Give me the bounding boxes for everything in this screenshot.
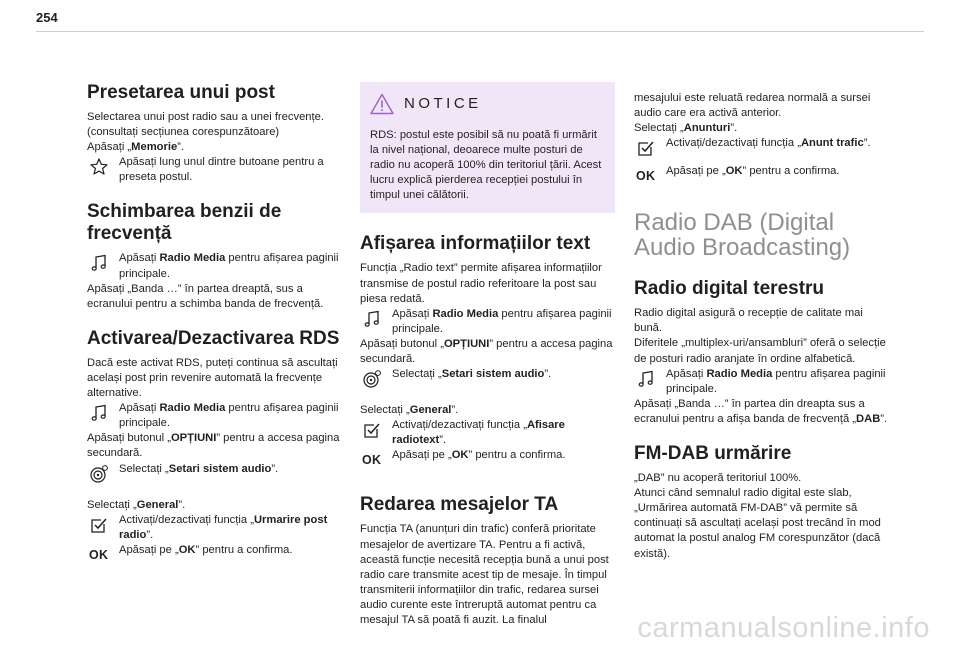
step-row: Apăsați Radio Media pentru afișarea paginii principale. xyxy=(634,367,892,397)
section-title: FM-DAB urmărire xyxy=(634,443,792,465)
section-title: Schimbarea benzii de frecvență xyxy=(87,201,282,245)
paragraph: Apăsați „Banda …” în partea dreaptă, sus a ecranului pentru a schimba banda de frecvență. xyxy=(87,282,324,310)
paragraph: Atunci când semnalul radio digital este slab, „Urmărirea automată FM-DAB” vă permite să continuați să ascultați același post trecând în mod automat la postul analog FM corespunzător (dacă există). xyxy=(634,487,881,560)
paragraph: „DAB” nu acoperă teritoriul 100%. xyxy=(634,472,802,485)
checkbox-icon xyxy=(636,138,656,158)
audio-settings-icon xyxy=(362,369,382,389)
paragraph: (consultați secțiunea corespunzătoare) xyxy=(87,126,280,139)
watermark: carmanualsonline.info xyxy=(637,612,930,644)
music-note-icon xyxy=(89,253,109,273)
section-title: Redarea mesajelor TA xyxy=(360,494,559,516)
paragraph: Selectați „General”. xyxy=(360,404,459,417)
notice-title: NOTICE xyxy=(404,95,482,113)
section-rds xyxy=(87,328,341,567)
section-fm-dab xyxy=(634,443,892,562)
paragraph: Selectarea unui post radio sau a unei frecvențe. xyxy=(87,111,324,123)
step-row: Activați/dezactivați funcția „Afisare radiotext”. xyxy=(360,418,615,448)
checkbox-icon xyxy=(362,420,382,440)
notice-text: RDS: postul este posibil să nu poată fi urmărit la nivel național, deoarece multe posturi de radio nu acoperă 100% din teritoriul țării. Acest lucru explică pierderea recepției postului în timpul unei călătorii. xyxy=(370,129,602,202)
star-icon xyxy=(89,157,109,177)
step-row: OK Apăsați pe „OK” pentru a confirma. xyxy=(89,543,293,562)
warning-triangle-icon xyxy=(370,93,394,115)
paragraph: Apăsați „Memorie”. xyxy=(87,141,185,154)
step-row: Apăsați lung unul dintre butoane pentru a preseta postul. xyxy=(87,155,341,185)
section-band-change xyxy=(87,201,341,311)
step-row: Selectați „Setari sistem audio”. xyxy=(87,462,341,486)
paragraph: Apăsați butonul „OPȚIUNI” pentru a accesa pagina secundară. xyxy=(87,432,340,460)
step-row: Apăsați Radio Media pentru afișarea paginii principale. xyxy=(360,307,615,337)
paragraph: Dacă este activat RDS, puteți continua să ascultați același post prin revenire automată la frecvențe alternative. xyxy=(87,356,338,400)
section-radio-text xyxy=(360,233,615,472)
step-row: Selectați „Setari sistem audio”. xyxy=(360,367,615,391)
step-row: Activați/dezactivați funcția „Urmarire post radio”. xyxy=(87,513,341,543)
step-row: OK Apăsați pe „OK” pentru a confirma. xyxy=(362,449,566,468)
chapter-title: Radio DAB (Digital Audio Broadcasting) xyxy=(634,209,851,262)
step-row: Activați/dezactivați funcția „Anunt trafic”. xyxy=(634,136,892,160)
column-2 xyxy=(360,82,615,644)
paragraph: Apăsați butonul „OPȚIUNI” pentru a accesa pagina secundară. xyxy=(360,337,613,366)
section-title: Presetarea unui post xyxy=(87,82,275,103)
step-row: OK Apăsați pe „OK” pentru a confirma. xyxy=(636,165,840,184)
checkbox-icon xyxy=(89,515,109,535)
paragraph: Selectați „Anunturi”. xyxy=(634,122,738,135)
header-rule xyxy=(36,31,924,32)
section-title: Radio digital terestru xyxy=(634,278,825,300)
music-note-icon xyxy=(89,403,109,423)
ok-label: OK xyxy=(362,453,382,468)
section-preset-station xyxy=(87,82,341,185)
section-digital-radio xyxy=(634,278,892,427)
step-row: Apăsați Radio Media pentru afișarea paginii principale. xyxy=(87,401,341,431)
ok-label: OK xyxy=(636,169,656,184)
section-ta-messages xyxy=(360,494,615,628)
column-1 xyxy=(87,82,341,583)
music-note-icon xyxy=(362,309,382,329)
ok-label: OK xyxy=(89,547,109,562)
paragraph: mesajului este reluată redarea normală a sursei audio care era activă anterior. xyxy=(634,92,871,120)
section-title: Activarea/Dezactivarea RDS xyxy=(87,327,340,349)
paragraph: Apăsați „Banda …” în partea din dreapta sus a ecranului pentru a afișa banda de frecvență „DAB”. xyxy=(634,397,888,425)
paragraph: Radio digital asigură o recepție de calitate mai bună. xyxy=(634,307,863,335)
paragraph: Selectați „General”. xyxy=(87,498,186,511)
music-note-icon xyxy=(636,369,656,389)
step-row: Apăsați Radio Media pentru afișarea paginii principale. xyxy=(87,251,341,281)
paragraph: Funcția „Radio text” permite afișarea informațiilor transmise de postul radio referitoare la post sau piesa redată. xyxy=(360,262,602,305)
paragraph: Funcția TA (anunțuri din trafic) conferă prioritate mesajelor de avertizare TA. Pentru a fi activă, această funcție necesită recepția bună a unui post radio care transmite acest tip de mesaje. În timpul transmiterii informațiilor din trafic, redarea sursei audio curente este întreruptă automat pentru ca mesajul TA să poată fi auzit. La finalul xyxy=(360,523,609,626)
notice-box xyxy=(360,82,615,213)
column-3 xyxy=(634,91,892,578)
paragraph: Diferitele „multiplex-uri/ansambluri” oferă o selecție de posturi radio aranjate în ordine alfabetică. xyxy=(634,337,886,365)
audio-settings-icon xyxy=(89,464,109,484)
section-title: Afișarea informațiilor text xyxy=(360,233,591,255)
page-number: 254 xyxy=(36,10,58,25)
